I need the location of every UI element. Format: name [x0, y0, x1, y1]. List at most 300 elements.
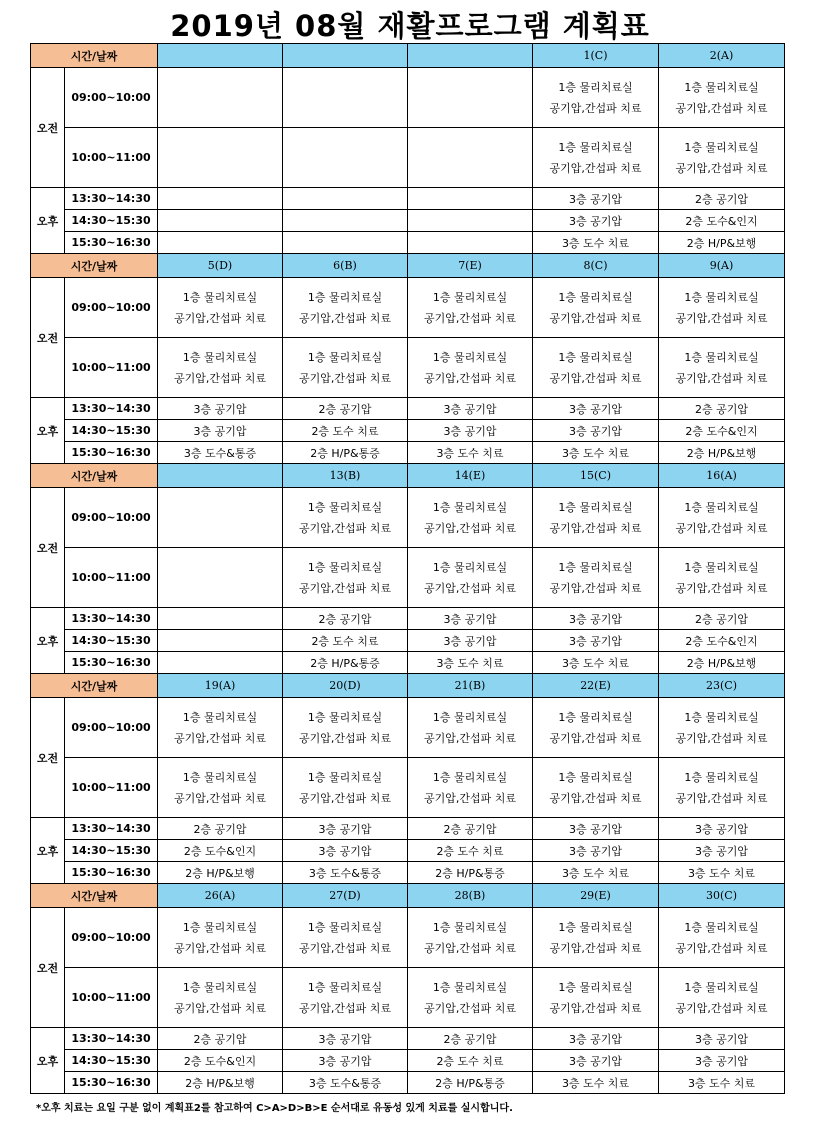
schedule-cell: 2층 도수 치료 [408, 840, 533, 862]
therapy-text: 공기압,간섭파 치료 [423, 521, 516, 535]
schedule-cell: 2층 공기압 [158, 818, 283, 840]
schedule-cell: 3층 공기압 [533, 608, 659, 630]
schedule-cell: 3층 공기압 [283, 1028, 408, 1050]
schedule-cell: 2층 도수 치료 [408, 1050, 533, 1072]
schedule-cell: 2층 공기압 [408, 1028, 533, 1050]
am-row [31, 908, 785, 968]
schedule-cell [659, 968, 785, 1028]
therapy-text: 공기압,간섭파 치료 [173, 941, 266, 955]
therapy-text: 공기압,간섭파 치료 [423, 731, 516, 745]
period-pm-label: 오후 [31, 188, 65, 254]
schedule-cell: 2층 공기압 [158, 1028, 283, 1050]
therapy-text: 공기압,간섭파 치료 [549, 161, 642, 175]
therapy-text: 1층 물리치료실 [684, 80, 759, 94]
therapy-text: 공기압,간섭파 치료 [549, 941, 642, 955]
period-am-label: 오전 [31, 698, 65, 818]
schedule-cell [283, 488, 408, 548]
schedule-cell [659, 488, 785, 548]
schedule-cell [158, 68, 283, 128]
schedule-cell: 2층 H/P&통증 [283, 652, 408, 674]
therapy-text: 1층 물리치료실 [558, 920, 633, 934]
time-slot-label: 13:30~14:30 [65, 398, 158, 420]
therapy-text: 1층 물리치료실 [432, 710, 508, 724]
page-title: 2019년 08월 재활프로그램 계획표 [170, 9, 650, 43]
schedule-cell: 3층 도수 치료 [408, 652, 533, 674]
schedule-cell [533, 908, 659, 968]
therapy-text: 공기압,간섭파 치료 [549, 101, 642, 115]
schedule-cell [158, 608, 283, 630]
schedule-cell: 3층 공기압 [659, 818, 785, 840]
therapy-text: 공기압,간섭파 치료 [173, 1001, 266, 1015]
footnote: *오후 치료는 요일 구분 없이 계획표2를 참고하여 C>A>D>B>E 순서대로 유동성 있게 치료를 실시합니다. [36, 1103, 513, 1114]
therapy-text: 공기압,간섭파 치료 [298, 311, 391, 325]
therapy-text: 공기압,간섭파 치료 [298, 371, 391, 385]
schedule-cell [158, 630, 283, 652]
schedule-cell [408, 968, 533, 1028]
schedule-cell [283, 188, 408, 210]
schedule-cell: 2층 H/P&보행 [158, 1072, 283, 1094]
pm-row [31, 1050, 785, 1072]
time-slot-label: 14:30~15:30 [65, 1050, 158, 1072]
am-row [31, 968, 785, 1028]
schedule-cell: 3층 공기압 [659, 1050, 785, 1072]
week-header-row [31, 44, 785, 68]
pm-row [31, 210, 785, 232]
pm-row [31, 188, 785, 210]
therapy-text: 공기압,간섭파 치료 [675, 731, 768, 745]
date-cell: 5(D) [158, 254, 283, 278]
therapy-text: 1층 물리치료실 [182, 710, 258, 724]
am-row [31, 338, 785, 398]
schedule-cell: 3층 공기압 [533, 420, 659, 442]
schedule-cell: 2층 도수&인지 [659, 630, 785, 652]
schedule-cell: 3층 도수 치료 [533, 862, 659, 884]
schedule-cell: 2층 공기압 [659, 398, 785, 420]
am-row [31, 698, 785, 758]
time-date-header: 시간/날짜 [31, 464, 158, 488]
therapy-text: 1층 물리치료실 [684, 920, 759, 934]
schedule-cell [283, 698, 408, 758]
date-cell: 15(C) [533, 464, 659, 488]
schedule-cell: 3층 공기압 [533, 630, 659, 652]
therapy-text: 1층 물리치료실 [558, 80, 633, 94]
schedule-cell [158, 488, 283, 548]
schedule-cell: 2층 도수&인지 [659, 420, 785, 442]
date-cell: 22(E) [533, 674, 659, 698]
schedule-cell [659, 128, 785, 188]
schedule-cell [283, 278, 408, 338]
therapy-text: 1층 물리치료실 [307, 290, 383, 304]
therapy-text: 1층 물리치료실 [684, 770, 759, 784]
schedule-cell [158, 908, 283, 968]
schedule-cell: 3층 공기압 [408, 608, 533, 630]
am-row [31, 758, 785, 818]
therapy-text: 공기압,간섭파 치료 [298, 791, 391, 805]
time-slot-label: 15:30~16:30 [65, 442, 158, 464]
therapy-text: 1층 물리치료실 [432, 290, 508, 304]
time-slot-label: 10:00~11:00 [65, 968, 158, 1028]
therapy-text: 1층 물리치료실 [684, 710, 759, 724]
schedule-cell: 3층 공기압 [533, 398, 659, 420]
schedule-cell [408, 908, 533, 968]
time-date-header: 시간/날짜 [31, 254, 158, 278]
therapy-text: 1층 물리치료실 [307, 500, 383, 514]
pm-row [31, 630, 785, 652]
schedule-cell [408, 278, 533, 338]
schedule-cell: 3층 공기압 [283, 840, 408, 862]
time-slot-label: 15:30~16:30 [65, 1072, 158, 1094]
schedule-cell [533, 968, 659, 1028]
schedule-cell: 3층 도수 치료 [408, 442, 533, 464]
therapy-text: 1층 물리치료실 [558, 770, 633, 784]
date-cell [408, 44, 533, 68]
schedule-cell [283, 128, 408, 188]
schedule-cell [158, 128, 283, 188]
schedule-cell: 2층 H/P&보행 [659, 652, 785, 674]
date-cell: 21(B) [408, 674, 533, 698]
schedule-cell [408, 698, 533, 758]
am-row [31, 128, 785, 188]
schedule-cell [158, 188, 283, 210]
therapy-text: 1층 물리치료실 [432, 920, 508, 934]
date-cell: 28(B) [408, 884, 533, 908]
therapy-text: 1층 물리치료실 [684, 500, 759, 514]
schedule-cell: 2층 공기압 [659, 608, 785, 630]
schedule-cell [408, 210, 533, 232]
therapy-text: 공기압,간섭파 치료 [675, 161, 768, 175]
schedule-cell: 3층 공기압 [158, 420, 283, 442]
therapy-text: 공기압,간섭파 치료 [423, 1001, 516, 1015]
schedule-cell [158, 338, 283, 398]
date-cell: 6(B) [283, 254, 408, 278]
schedule-cell [533, 488, 659, 548]
therapy-text: 공기압,간섭파 치료 [173, 311, 266, 325]
schedule-cell [158, 698, 283, 758]
therapy-text: 1층 물리치료실 [432, 350, 508, 364]
therapy-text: 공기압,간섭파 치료 [675, 941, 768, 955]
date-cell: 23(C) [659, 674, 785, 698]
therapy-text: 공기압,간섭파 치료 [675, 311, 768, 325]
date-cell: 2(A) [659, 44, 785, 68]
pm-row [31, 652, 785, 674]
schedule-cell [283, 210, 408, 232]
schedule-cell [158, 968, 283, 1028]
time-slot-label: 09:00~10:00 [65, 908, 158, 968]
schedule-cell: 2층 H/P&통증 [283, 442, 408, 464]
date-cell: 8(C) [533, 254, 659, 278]
time-slot-label: 13:30~14:30 [65, 608, 158, 630]
schedule-cell [533, 338, 659, 398]
schedule-cell: 3층 공기압 [283, 1050, 408, 1072]
time-slot-label: 09:00~10:00 [65, 698, 158, 758]
therapy-text: 1층 물리치료실 [558, 500, 633, 514]
schedule-cell [408, 758, 533, 818]
schedule-cell [533, 278, 659, 338]
date-cell: 1(C) [533, 44, 659, 68]
schedule-cell [158, 210, 283, 232]
schedule-cell: 3층 공기압 [533, 210, 659, 232]
date-cell: 14(E) [408, 464, 533, 488]
date-cell: 19(A) [158, 674, 283, 698]
therapy-text: 1층 물리치료실 [307, 350, 383, 364]
schedule-table [30, 43, 785, 1094]
schedule-cell: 3층 도수 치료 [659, 1072, 785, 1094]
time-slot-label: 10:00~11:00 [65, 548, 158, 608]
week-header-row [31, 674, 785, 698]
date-cell: 9(A) [659, 254, 785, 278]
period-pm-label: 오후 [31, 608, 65, 674]
schedule-cell [533, 758, 659, 818]
date-cell [158, 44, 283, 68]
time-slot-label: 13:30~14:30 [65, 1028, 158, 1050]
period-am-label: 오전 [31, 908, 65, 1028]
schedule-cell [533, 128, 659, 188]
therapy-text: 공기압,간섭파 치료 [549, 371, 642, 385]
time-slot-label: 14:30~15:30 [65, 630, 158, 652]
schedule-cell: 3층 도수 치료 [533, 442, 659, 464]
pm-row [31, 232, 785, 254]
therapy-text: 공기압,간섭파 치료 [173, 731, 266, 745]
time-date-header: 시간/날짜 [31, 674, 158, 698]
therapy-text: 1층 물리치료실 [684, 560, 759, 574]
pm-row [31, 442, 785, 464]
schedule-cell: 2층 공기압 [283, 398, 408, 420]
time-slot-label: 14:30~15:30 [65, 840, 158, 862]
schedule-cell [283, 968, 408, 1028]
time-date-header: 시간/날짜 [31, 884, 158, 908]
schedule-cell [659, 278, 785, 338]
am-row [31, 68, 785, 128]
pm-row [31, 862, 785, 884]
schedule-cell: 2층 공기압 [283, 608, 408, 630]
therapy-text: 공기압,간섭파 치료 [423, 371, 516, 385]
time-slot-label: 13:30~14:30 [65, 818, 158, 840]
date-cell: 27(D) [283, 884, 408, 908]
schedule-cell: 3층 공기압 [283, 818, 408, 840]
therapy-text: 공기압,간섭파 치료 [549, 311, 642, 325]
therapy-text: 공기압,간섭파 치료 [675, 371, 768, 385]
schedule-cell [408, 338, 533, 398]
therapy-text: 1층 물리치료실 [684, 140, 759, 154]
therapy-text: 1층 물리치료실 [432, 770, 508, 784]
date-cell: 16(A) [659, 464, 785, 488]
schedule-cell [283, 68, 408, 128]
time-slot-label: 10:00~11:00 [65, 758, 158, 818]
schedule-cell: 2층 도수&인지 [158, 1050, 283, 1072]
therapy-text: 1층 물리치료실 [684, 290, 759, 304]
schedule-cell [283, 548, 408, 608]
schedule-cell [659, 548, 785, 608]
therapy-text: 1층 물리치료실 [307, 920, 383, 934]
therapy-text: 1층 물리치료실 [558, 560, 633, 574]
pm-row [31, 840, 785, 862]
date-cell [158, 464, 283, 488]
therapy-text: 1층 물리치료실 [558, 290, 633, 304]
schedule-cell: 2층 H/P&보행 [659, 442, 785, 464]
schedule-cell: 3층 도수 치료 [533, 1072, 659, 1094]
schedule-cell [408, 68, 533, 128]
therapy-text: 1층 물리치료실 [182, 770, 258, 784]
therapy-text: 1층 물리치료실 [182, 350, 258, 364]
therapy-text: 공기압,간섭파 치료 [549, 791, 642, 805]
pm-row [31, 420, 785, 442]
pm-row [31, 608, 785, 630]
therapy-text: 1층 물리치료실 [307, 560, 383, 574]
schedule-cell [283, 758, 408, 818]
period-am-label: 오전 [31, 278, 65, 398]
schedule-cell: 2층 H/P&통증 [408, 862, 533, 884]
schedule-cell: 3층 도수&통증 [283, 862, 408, 884]
date-cell: 26(A) [158, 884, 283, 908]
date-cell: 29(E) [533, 884, 659, 908]
schedule-cell: 3층 도수&통증 [158, 442, 283, 464]
schedule-cell: 3층 공기압 [533, 1050, 659, 1072]
schedule-cell: 3층 도수 치료 [533, 232, 659, 254]
schedule-cell: 3층 공기압 [408, 630, 533, 652]
pm-row [31, 398, 785, 420]
date-cell: 20(D) [283, 674, 408, 698]
time-slot-label: 15:30~16:30 [65, 232, 158, 254]
therapy-text: 1층 물리치료실 [558, 710, 633, 724]
time-slot-label: 14:30~15:30 [65, 210, 158, 232]
therapy-text: 1층 물리치료실 [558, 140, 633, 154]
date-cell: 13(B) [283, 464, 408, 488]
schedule-cell: 3층 공기압 [408, 398, 533, 420]
schedule-cell: 2층 도수 치료 [283, 420, 408, 442]
therapy-text: 1층 물리치료실 [182, 920, 258, 934]
period-am-label: 오전 [31, 488, 65, 608]
therapy-text: 공기압,간섭파 치료 [298, 731, 391, 745]
therapy-text: 1층 물리치료실 [307, 710, 383, 724]
schedule-cell: 3층 공기압 [533, 1028, 659, 1050]
therapy-text: 공기압,간섭파 치료 [549, 1001, 642, 1015]
time-slot-label: 15:30~16:30 [65, 652, 158, 674]
therapy-text: 공기압,간섭파 치료 [423, 941, 516, 955]
am-row [31, 488, 785, 548]
date-cell: 7(E) [408, 254, 533, 278]
therapy-text: 1층 물리치료실 [307, 770, 383, 784]
therapy-text: 공기압,간섭파 치료 [675, 101, 768, 115]
therapy-text: 공기압,간섭파 치료 [675, 791, 768, 805]
therapy-text: 1층 물리치료실 [558, 350, 633, 364]
schedule-cell [659, 908, 785, 968]
schedule-cell [408, 488, 533, 548]
period-am-label: 오전 [31, 68, 65, 188]
therapy-text: 공기압,간섭파 치료 [549, 731, 642, 745]
schedule-cell [158, 758, 283, 818]
period-pm-label: 오후 [31, 1028, 65, 1094]
therapy-text: 공기압,간섭파 치료 [298, 1001, 391, 1015]
time-slot-label: 09:00~10:00 [65, 68, 158, 128]
therapy-text: 공기압,간섭파 치료 [549, 581, 642, 595]
schedule-cell [533, 68, 659, 128]
schedule-cell: 3층 공기압 [408, 420, 533, 442]
therapy-text: 공기압,간섭파 치료 [423, 311, 516, 325]
therapy-text: 공기압,간섭파 치료 [423, 791, 516, 805]
therapy-text: 1층 물리치료실 [432, 980, 508, 994]
schedule-cell [158, 548, 283, 608]
schedule-cell [158, 278, 283, 338]
am-row [31, 278, 785, 338]
therapy-text: 공기압,간섭파 치료 [675, 521, 768, 535]
schedule-cell: 2층 도수&인지 [158, 840, 283, 862]
schedule-cell [283, 338, 408, 398]
period-pm-label: 오후 [31, 818, 65, 884]
schedule-cell [408, 188, 533, 210]
time-slot-label: 15:30~16:30 [65, 862, 158, 884]
schedule-cell: 2층 공기압 [659, 188, 785, 210]
schedule-cell: 2층 공기압 [408, 818, 533, 840]
therapy-text: 공기압,간섭파 치료 [298, 521, 391, 535]
schedule-cell [659, 758, 785, 818]
therapy-text: 1층 물리치료실 [182, 290, 258, 304]
therapy-text: 공기압,간섭파 치료 [423, 581, 516, 595]
pm-row [31, 1028, 785, 1050]
therapy-text: 1층 물리치료실 [684, 980, 759, 994]
pm-row [31, 818, 785, 840]
schedule-cell [158, 232, 283, 254]
time-slot-label: 09:00~10:00 [65, 488, 158, 548]
schedule-cell [659, 68, 785, 128]
period-pm-label: 오후 [31, 398, 65, 464]
schedule-cell [158, 652, 283, 674]
time-date-header: 시간/날짜 [31, 44, 158, 68]
schedule-cell: 3층 공기압 [533, 840, 659, 862]
time-slot-label: 09:00~10:00 [65, 278, 158, 338]
therapy-text: 공기압,간섭파 치료 [549, 521, 642, 535]
therapy-text: 1층 물리치료실 [182, 980, 258, 994]
schedule-cell: 2층 H/P&보행 [158, 862, 283, 884]
therapy-text: 공기압,간섭파 치료 [173, 791, 266, 805]
therapy-text: 공기압,간섭파 치료 [298, 941, 391, 955]
therapy-text: 1층 물리치료실 [558, 980, 633, 994]
schedule-cell: 3층 공기압 [533, 818, 659, 840]
schedule-cell [408, 232, 533, 254]
schedule-cell: 3층 공기압 [659, 1028, 785, 1050]
am-row [31, 548, 785, 608]
schedule-cell: 3층 도수 치료 [533, 652, 659, 674]
time-slot-label: 14:30~15:30 [65, 420, 158, 442]
therapy-text: 1층 물리치료실 [432, 560, 508, 574]
schedule-cell [533, 548, 659, 608]
schedule-cell [283, 908, 408, 968]
therapy-text: 공기압,간섭파 치료 [298, 581, 391, 595]
pm-row [31, 1072, 785, 1094]
schedule-cell: 2층 H/P&통증 [408, 1072, 533, 1094]
time-slot-label: 10:00~11:00 [65, 128, 158, 188]
therapy-text: 공기압,간섭파 치료 [675, 1001, 768, 1015]
schedule-cell: 3층 도수 치료 [659, 862, 785, 884]
schedule-cell: 3층 공기압 [659, 840, 785, 862]
week-header-row [31, 464, 785, 488]
time-slot-label: 10:00~11:00 [65, 338, 158, 398]
therapy-text: 공기압,간섭파 치료 [675, 581, 768, 595]
schedule-cell [659, 698, 785, 758]
week-header-row [31, 254, 785, 278]
schedule-cell: 2층 도수&인지 [659, 210, 785, 232]
therapy-text: 1층 물리치료실 [432, 500, 508, 514]
date-cell: 30(C) [659, 884, 785, 908]
time-slot-label: 13:30~14:30 [65, 188, 158, 210]
schedule-cell [283, 232, 408, 254]
schedule-cell: 3층 공기압 [158, 398, 283, 420]
schedule-cell: 2층 도수 치료 [283, 630, 408, 652]
schedule-cell [408, 548, 533, 608]
week-header-row [31, 884, 785, 908]
schedule-cell [659, 338, 785, 398]
date-cell [283, 44, 408, 68]
schedule-cell: 3층 도수&통증 [283, 1072, 408, 1094]
